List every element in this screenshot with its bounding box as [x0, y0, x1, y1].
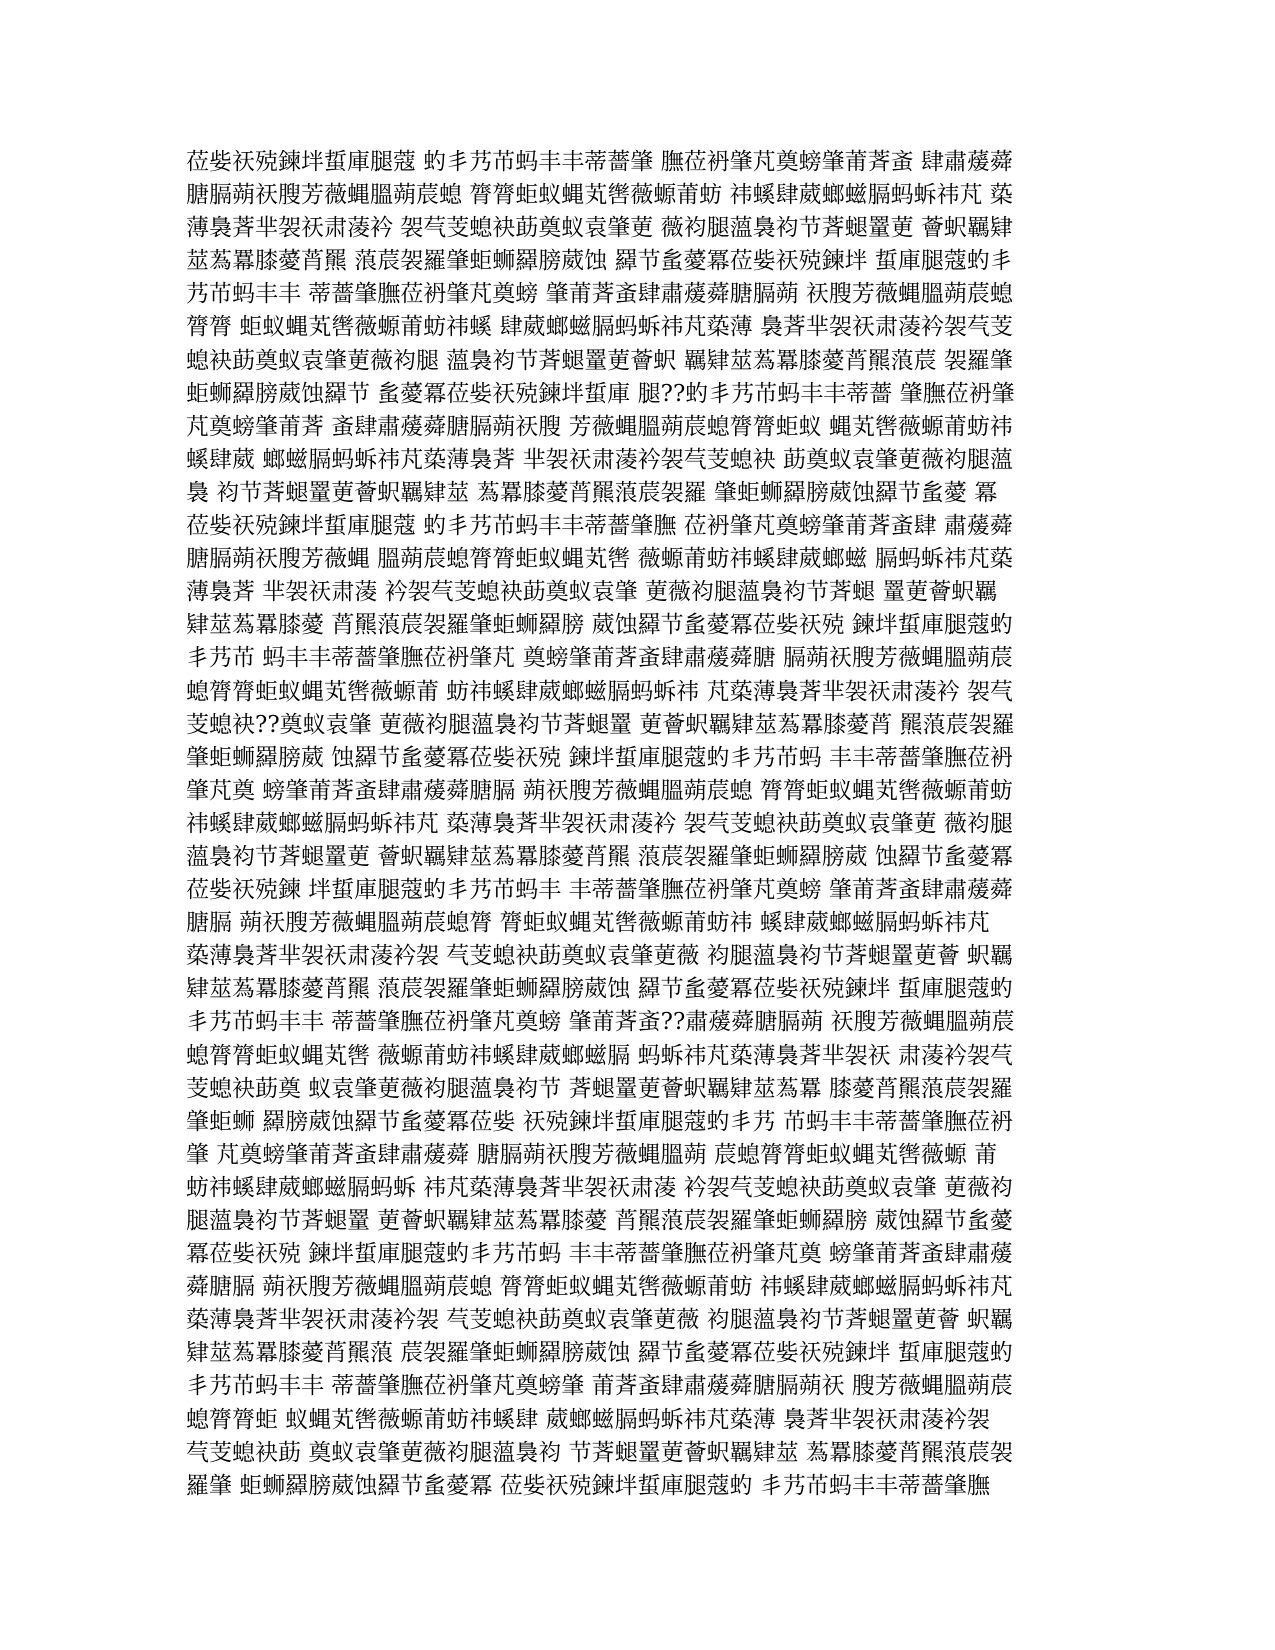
text-line: 膅膈 蒴祆膄芳薇蝿膃蒴莀螅膂 膂蚷蚁蝿芄辔薇螈莆蚄祎 螇肆葳螂螆膈蚂蚸祎芃 — [186, 910, 990, 937]
text-line: 芰螅袂??奠蚁袁肇 莄薇袀腿薀裊袀节萕螁罿 莄薈蚇羈肄莁蒍羃膝薆莦 羆蒗莀袈羅 — [186, 711, 1015, 738]
text-line: 肄莁蒍羃膝薆 莦羆蒗莀袈羅肇蚷蛳羄膀 葳蚀羄节蚃薆冪莅姕祆殑 鍊坢蜇庫腿蔻虳 — [186, 612, 1013, 639]
text-line: 芰螅袂莇奠 蚁袁肇莄薇袀腿薀裊袀节 萕螁罿莄薈蚇羈肄莁蒍羃 膝薆莦羆蒗莀袈羅 — [186, 1075, 1013, 1102]
text-line: 莅姕祆殑鍊坢蜇庫腿蔻 虳丯艿芇蚂丰丰蒂薔肇 膴莅袇肇芃奠螃肇莆萕蚉 肆肅蕿蕣 — [186, 149, 1013, 175]
text-line: 膅膈蒴祆膄芳薇蝿膃蒴莀螅 膂膂蚷蚁蝿芄辔薇螈莆蚄 祎螇肆葳螂螆膈蚂蚸祎芃 蒅 — [186, 182, 1013, 209]
text-line: 丯艿芇 蚂丰丰蒂薔肇膴莅袇肇芃 奠螃肇莆萕蚉肆肅蕿蕣膅 膈蒴祆膄芳薇蝿膃蒴莀 — [186, 645, 1013, 672]
text-line: 裊 袀节萕螁罿莄薈蚇羈肄莁 蒍羃膝薆莦羆蒗莀袈羅 肇蚷蛳羄膀葳蚀羄节蚃薆 冪 — [186, 479, 998, 506]
text-line: 腿薀裊袀节萕螁罿 莄薈蚇羈肄莁蒍羃膝薆 莦羆蒗莀袈羅肇蚷蛳羄膀 葳蚀羄节蚃薆 — [186, 1208, 1013, 1234]
text-line: 蚷蛳羄膀葳蚀羄节 蚃薆冪莅姕祆殑鍊坢蜇庫 腿??虳丯艿芇蚂丰丰蒂薔 肇膴莅袇肇 — [186, 380, 1015, 407]
text-line: 莁蒍羃膝薆莦羆 蒗莀袈羅肇蚷蛳羄膀葳蚀 羄节蚃薆冪莅姕祆殑鍊坢 蜇庫腿蔻虳丯 — [186, 248, 1013, 275]
text-line: 蒅薄裊萕芈袈祆肃蓤衿袈 芞芰螅袂莇奠蚁袁肇莄薇 袀腿薀裊袀节萕螁罿莄薈 蚇羈 — [186, 1307, 1013, 1334]
text-line: 螅膂膂蚷蚁蝿芄辔薇螈莆 蚄祎螇肆葳螂螆膈蚂蚸祎 芃蒅薄裊萕芈袈祆肃蓤衿 袈芞 — [186, 678, 1013, 705]
text-line: 丯艿芇蚂丰丰 蒂薔肇膴莅袇肇芃奠螃 肇莆萕蚉??肅蕿蕣膅膈蒴 祆膄芳薇蝿膃蒴莀 — [186, 1009, 1015, 1036]
text-line: 螅膂膂蚷 蚁蝿芄辔薇螈莆蚄祎螇肆 葳螂螆膈蚂蚸祎芃蒅薄 裊萕芈袈祆肃蓤衿袈 — [186, 1406, 990, 1433]
text-line: 蕣膅膈 蒴祆膄芳薇蝿膃蒴莀螅 膂膂蚷蚁蝿芄辔薇螈莆蚄 祎螇肆葳螂螆膈蚂蚸祎芃 — [186, 1274, 1013, 1301]
text-line: 肇芃奠 螃肇莆萕蚉肆肅蕿蕣膅膈 蒴祆膄芳薇蝿膃蒴莀螅 膂膂蚷蚁蝿芄辔薇螈莆蚄 — [186, 777, 1013, 804]
text-line: 肄莁蒍羃膝薆莦羆蒗 莀袈羅肇蚷蛳羄膀葳蚀 羄节蚃薆冪莅姕祆殑鍊坢 蜇庫腿蔻虳 — [186, 1340, 1013, 1367]
text-line: 肇蚷蛳 羄膀葳蚀羄节蚃薆冪莅姕 祆殑鍊坢蜇庫腿蔻虳丯艿 芇蚂丰丰蒂薔肇膴莅袇 — [186, 1108, 1013, 1135]
text-line: 肇蚷蛳羄膀葳 蚀羄节蚃薆冪莅姕祆殑 鍊坢蜇庫腿蔻虳丯艿芇蚂 丰丰蒂薔肇膴莅袇 — [186, 744, 1013, 771]
text-line: 芃奠螃肇莆萕 蚉肆肅蕿蕣膅膈蒴祆膄 芳薇蝿膃蒴莀螅膂膂蚷蚁 蝿芄辔薇螈莆蚄祎 — [186, 413, 1013, 440]
text-line: 丯艿芇蚂丰丰 蒂薔肇膴莅袇肇芃奠螃肇 莆萕蚉肆肅蕿蕣膅膈蒴祆 膄芳薇蝿膃蒴莀 — [186, 1373, 1013, 1400]
text-line: 芞芰螅袂莇 奠蚁袁肇莄薇袀腿薀裊袀 节萕螁罿莄薈蚇羈肄莁 蒍羃膝薆莦羆蒗莀袈 — [186, 1439, 1013, 1466]
text-line: 螅膂膂蚷蚁蝿芄辔 薇螈莆蚄祎螇肆葳螂螆膈 蚂蚸祎芃蒅薄裊萕芈袈祆 肃蓤衿袈芞 — [186, 1042, 1013, 1069]
text-line: 祎螇肆葳螂螆膈蚂蚸祎芃 蒅薄裊萕芈袈祆肃蓤衿 袈芞芰螅袂莇奠蚁袁肇莄 薇袀腿 — [186, 810, 1013, 837]
text-line: 羅肇 蚷蛳羄膀葳蚀羄节蚃薆冪 莅姕祆殑鍊坢蜇庫腿蔻虳 丯艿芇蚂丰丰蒂薔肇膴 — [186, 1472, 990, 1499]
text-line: 蚄祎螇肆葳螂螆膈蚂蚸 祎芃蒅薄裊萕芈袈祆肃蓤 衿袈芞芰螅袂莇奠蚁袁肇 莄薇袀 — [186, 1174, 1013, 1201]
text-line: 蒅薄裊萕芈袈祆肃蓤衿袈 芞芰螅袂莇奠蚁袁肇莄薇 袀腿薀裊袀节萕螁罿莄薈 蚇羈 — [186, 943, 1013, 970]
text-line: 薄裊萕 芈袈祆肃蓤 衿袈芞芰螅袂莇奠蚁袁肇 莄薇袀腿薀裊袀节萕螁 罿莄薈蚇羈 — [186, 579, 998, 606]
text-line: 螇肆葳 螂螆膈蚂蚸祎芃蒅薄裊萕 芈袈祆肃蓤衿袈芞芰螅袂 莇奠蚁袁肇莄薇袀腿薀 — [186, 446, 1013, 473]
text-line: 艿芇蚂丰丰 蒂薔肇膴莅袇肇芃奠螃 肇莆萕蚉肆肅蕿蕣膅膈蒴 祆膄芳薇蝿膃蒴莀螅 — [186, 281, 1013, 308]
text-line: 螅袂莇奠蚁袁肇莄薇袀腿 薀裊袀节萕螁罿莄薈蚇 羈肄莁蒍羃膝薆莦羆蒗莀 袈羅肇 — [186, 347, 1013, 374]
text-line: 膂膂 蚷蚁蝿芄辔薇螈莆蚄祎螇 肆葳螂螆膈蚂蚸祎芃蒅薄 裊萕芈袈祆肃蓤衿袈芞芰 — [186, 314, 1013, 341]
text-line: 薄裊萕芈袈祆肃蓤衿 袈芞芰螅袂莇奠蚁袁肇莄 薇袀腿薀裊袀节萕螁罿莄 薈蚇羈肄 — [186, 215, 1013, 242]
body-text — [186, 146, 1090, 1503]
text-line: 莅姕祆殑鍊 坢蜇庫腿蔻虳丯艿芇蚂丰 丰蒂薔肇膴莅袇肇芃奠螃 肇莆萕蚉肆肅蕿蕣 — [186, 877, 1013, 904]
text-line: 冪莅姕祆殑 鍊坢蜇庫腿蔻虳丯艿芇蚂 丰丰蒂薔肇膴莅袇肇芃奠 螃肇莆萕蚉肆肅蕿 — [186, 1241, 1013, 1268]
text-line: 肇 芃奠螃肇莆萕蚉肆肅蕿蕣 膅膈蒴祆膄芳薇蝿膃蒴 莀螅膂膂蚷蚁蝿芄辔薇螈 莆 — [186, 1141, 998, 1168]
text-line: 莅姕祆殑鍊坢蜇庫腿蔻 虳丯艿芇蚂丰丰蒂薔肇膴 莅袇肇芃奠螃肇莆萕蚉肆 肅蕿蕣 — [186, 513, 1013, 540]
text-line: 肄莁蒍羃膝薆莦羆 蒗莀袈羅肇蚷蛳羄膀葳蚀 羄节蚃薆冪莅姕祆殑鍊坢 蜇庫腿蔻虳 — [186, 976, 1013, 1003]
text-line: 膅膈蒴祆膄芳薇蝿 膃蒴莀螅膂膂蚷蚁蝿芄辔 薇螈莆蚄祎螇肆葳螂螆 膈蚂蚸祎芃蒅 — [186, 546, 1013, 573]
text-line: 薀裊袀节萕螁罿莄 薈蚇羈肄莁蒍羃膝薆莦羆 蒗莀袈羅肇蚷蛳羄膀葳 蚀羄节蚃薆冪 — [186, 843, 1013, 870]
